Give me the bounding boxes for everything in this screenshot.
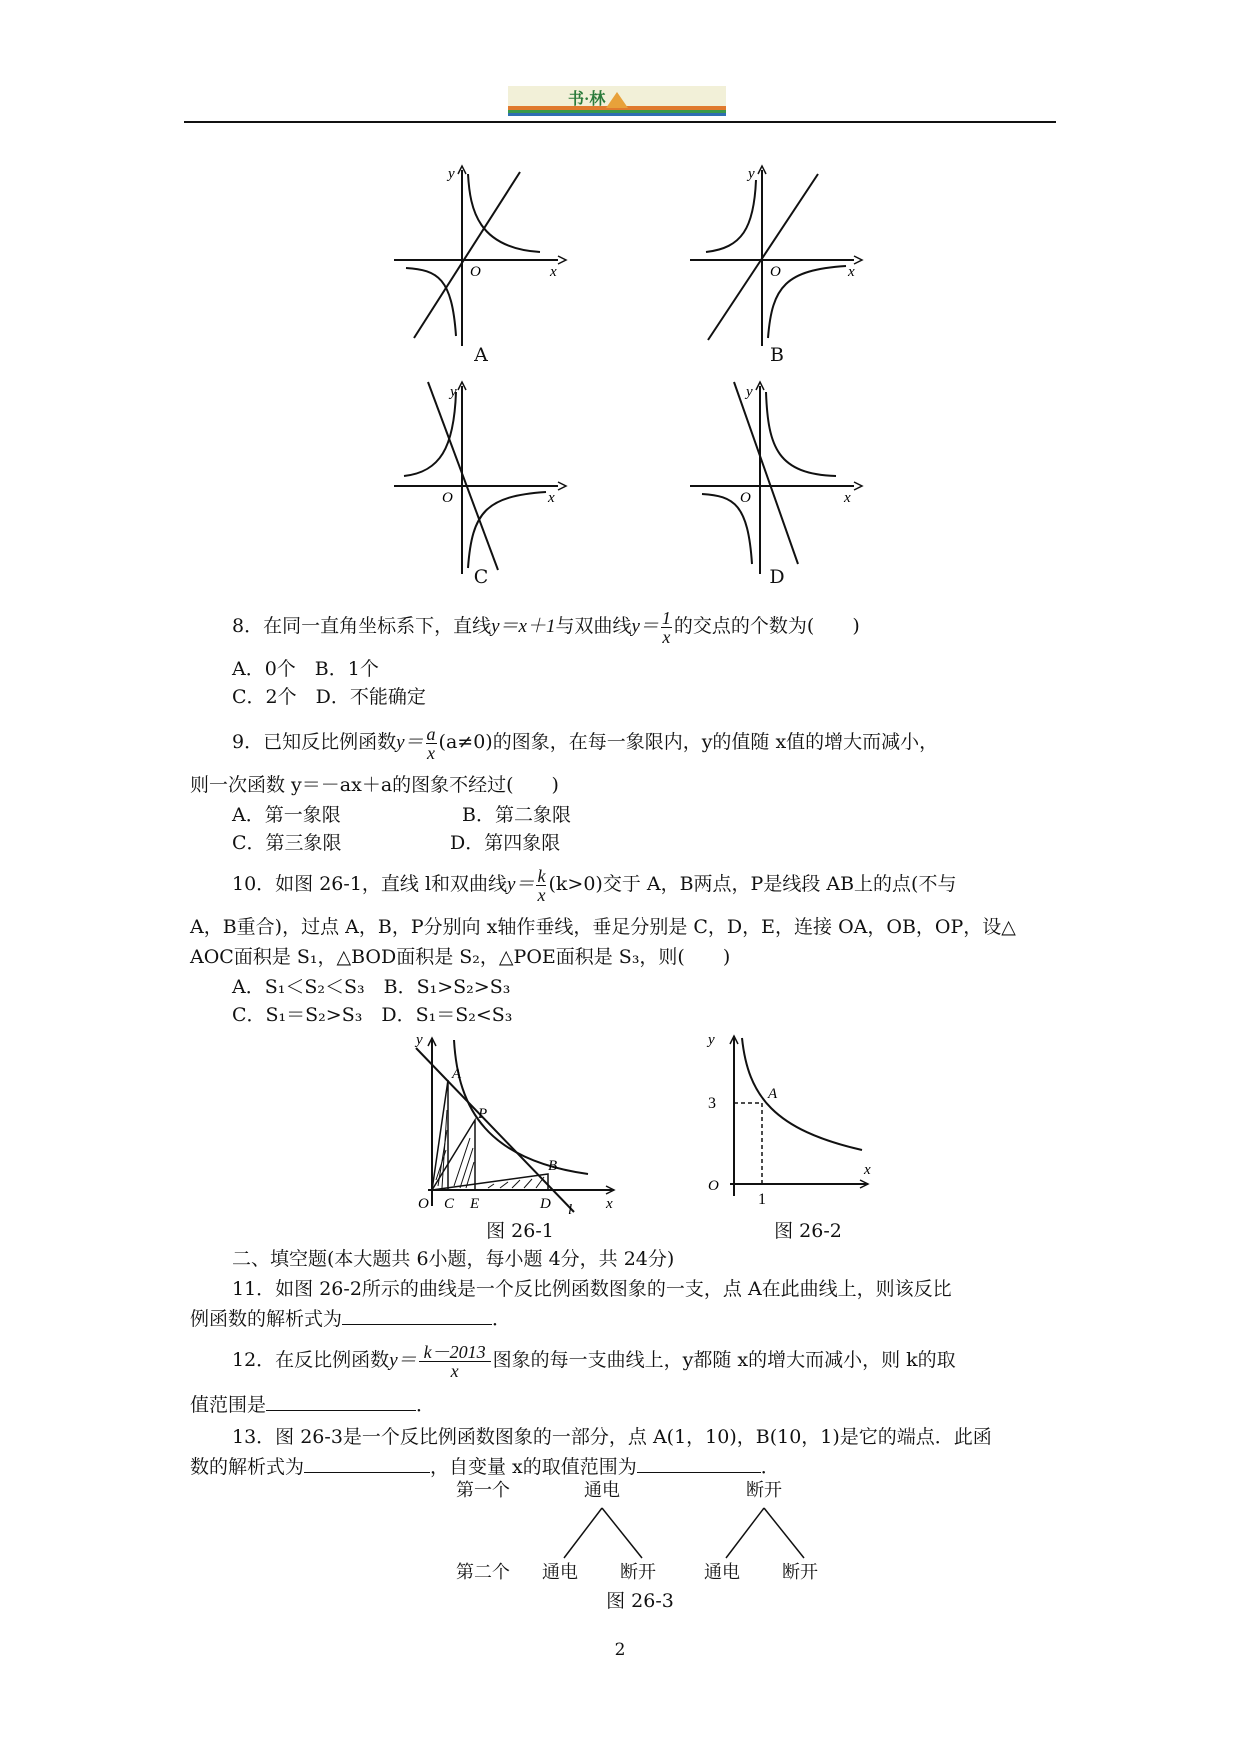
svg-text:y: y (416, 1032, 423, 1048)
origin-label: O (740, 490, 751, 506)
q9-option-d: D．第四象限 (450, 832, 561, 854)
figure-26-1 (408, 1030, 628, 1216)
graph-b (686, 160, 866, 346)
origin-label: O (442, 490, 453, 506)
answer-blank[interactable] (637, 1454, 761, 1473)
q10-line3: AOC面积是 S₁，△BOD面积是 S₂，△POE面积是 S₃，则( ) (190, 946, 731, 968)
x-label: x (844, 490, 851, 506)
q9-option-b: B．第二象限 (462, 804, 571, 826)
tree-leaf: 断开 (620, 1562, 656, 1583)
q12-line2: 值范围是 ． (190, 1394, 436, 1416)
tree-top-on: 通电 (584, 1480, 620, 1501)
q9-option-a: A．第一象限 (232, 804, 341, 826)
page-number: 2 (614, 1640, 626, 1660)
hyperbola-branch (706, 180, 756, 252)
logo-text: 书·林 (568, 91, 606, 108)
q10-options-1: A．S₁＜S₂＜S₃ B．S₁>S₂>S₃ (232, 976, 511, 998)
y-label: y (448, 166, 455, 182)
graph-a (390, 160, 570, 346)
y-label: y (748, 166, 755, 182)
q13-line2: 数的解析式为 ，自变量 x的取值范围为 ． (190, 1456, 780, 1478)
q9-stem: 9．已知反比例函数y＝ $\frac{a}{x}$ (a≠0)的图象，在每一象限内，y的值随 x值的增大而减小， (232, 723, 939, 763)
fraction: $\frac{1}{x}$ (661, 607, 671, 647)
figure-26-2 (694, 1026, 884, 1212)
hyperbola-branch (468, 492, 546, 568)
q10-stem: 10．如图 26-1，直线 l和双曲线y＝ $\frac{k}{x}$ (k>0)交于 A，B两点，P是线段 AB上的点(不与 (232, 865, 957, 905)
hyperbola-branch (742, 1038, 862, 1150)
q9-line2: 则一次函数 y＝－ax＋a的图象不经过( ) (190, 774, 559, 796)
svg-text:D: D (540, 1196, 551, 1212)
svg-text:B: B (548, 1158, 558, 1174)
graph-d-label: D (769, 566, 785, 588)
hyperbola-branch (468, 174, 540, 252)
triangle-bod (432, 1174, 548, 1190)
origin-label: O (470, 264, 481, 280)
line-graph (734, 382, 798, 564)
q11-line2: 例函数的解析式为 ． (190, 1308, 512, 1330)
q13-line1: 13．图 26-3是一个反比例函数图象的一部分，点 A(1，10)，B(10，1)是它的端点．此函 (232, 1426, 992, 1448)
answer-blank[interactable] (266, 1392, 416, 1411)
tree-leaf: 通电 (704, 1562, 740, 1583)
y-label: y (746, 384, 753, 400)
graph-c-label: C (473, 566, 489, 588)
q12-stem: 12．在反比例函数y＝ $\frac{k-2013}{x}$ 图象的每一支曲线上，y都随 x的增大而减小，则 k的取 (232, 1341, 956, 1381)
q8-options-2: C．2个 D．不能确定 (232, 686, 426, 708)
x-label: x (848, 264, 855, 280)
figure-26-2-caption: 图 26-2 (774, 1220, 842, 1242)
answer-blank[interactable] (304, 1454, 430, 1473)
logo-image (508, 86, 726, 116)
header-rule (184, 121, 1056, 123)
figure-26-1-caption: 图 26-1 (486, 1220, 554, 1242)
section-title: 二、填空题(本大题共 6小题，每小题 4分，共 24分) (232, 1248, 675, 1270)
svg-text:A: A (452, 1066, 462, 1082)
q11-line1: 11．如图 26-2所示的曲线是一个反比例函数图象的一支，点 A在此曲线上，则该反比 (232, 1278, 952, 1300)
x-label: x (550, 264, 557, 280)
answer-blank[interactable] (342, 1306, 492, 1325)
q8-stem: 8．在同一直角坐标系下，直线y＝x＋1与双曲线y＝ $\frac{1}{x}$ 的交点的个数为( ) (232, 607, 860, 647)
q8-options-1: A．0个 B．1个 (232, 658, 379, 680)
x-label: x (548, 490, 555, 506)
q10-options-2: C．S₁＝S₂>S₃ D．S₁＝S₂<S₃ (232, 1004, 513, 1026)
y-label: y (450, 384, 457, 400)
tree-second-label: 第二个 (456, 1562, 510, 1583)
line-graph (414, 172, 520, 338)
svg-text:3: 3 (708, 1095, 716, 1112)
svg-text:x: x (606, 1196, 613, 1212)
origin-label: O (770, 264, 781, 280)
tree-top-off: 断开 (746, 1480, 782, 1501)
graph-d (686, 378, 866, 574)
tree-first-label: 第一个 (456, 1480, 510, 1501)
svg-text:1: 1 (758, 1191, 766, 1208)
fraction: $\frac{k}{x}$ (537, 865, 546, 905)
svg-text:C: C (444, 1196, 455, 1212)
graph-a-label: A (474, 344, 488, 366)
svg-text:A: A (768, 1086, 778, 1102)
fraction: $\frac{a}{x}$ (426, 723, 436, 763)
svg-text:y: y (708, 1032, 715, 1048)
svg-text:l: l (568, 1202, 573, 1216)
q10-line2: A，B重合)，过点 A，B，P分别向 x轴作垂线，垂足分别是 C，D，E，连接 OA，OB，OP，设△ (190, 916, 1016, 938)
graph-c (390, 378, 570, 574)
tree-leaf: 断开 (782, 1562, 818, 1583)
svg-text:P: P (478, 1106, 488, 1122)
header-logo (508, 86, 726, 116)
fraction: $\frac{k-2013}{x}$ (419, 1343, 491, 1380)
hyperbola-branch (406, 268, 456, 336)
figure-26-3-caption: 图 26-3 (606, 1590, 674, 1612)
svg-text:x: x (864, 1162, 871, 1178)
line-l (416, 1048, 574, 1212)
tree-leaf: 通电 (542, 1562, 578, 1583)
svg-text:O: O (418, 1196, 429, 1212)
hyperbola-branch (766, 392, 836, 476)
svg-text:O: O (708, 1178, 719, 1194)
graph-b-label: B (770, 344, 784, 366)
tree-branches (540, 1506, 820, 1562)
svg-text:E: E (470, 1196, 480, 1212)
q9-option-c: C．第三象限 (232, 832, 342, 854)
